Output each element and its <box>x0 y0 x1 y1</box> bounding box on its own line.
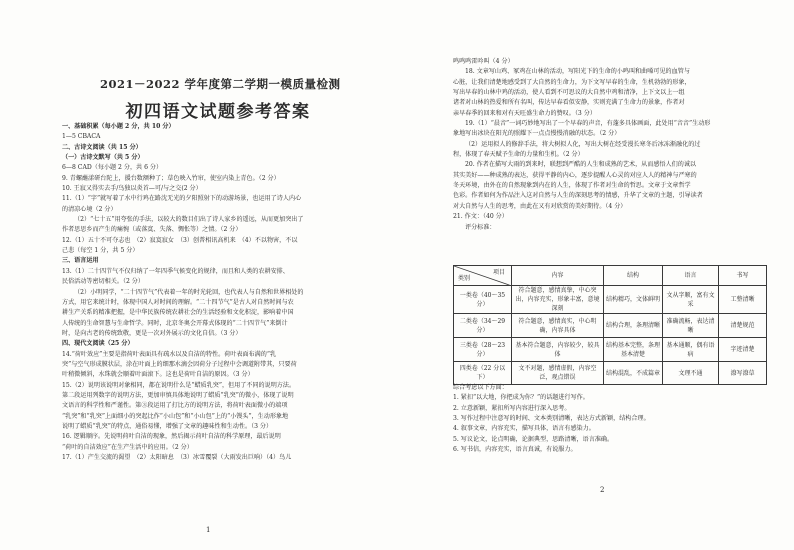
rubric-content: 文不对题，感情虚假，内容空泛，观点错误 <box>512 362 604 385</box>
text-line: 亲早春季的回来和对有天旺盛生命力的赞叹。（3 分） <box>453 109 596 117</box>
text-line: 3. 写作过程中注意写的时间、文本类别清晰，表达方式新颖，结构合理。 <box>453 415 650 423</box>
text-line: 19.（1）“晨音”一词巧妙地写出了一个早春的声音，有蓬多具体画面，此处用“音音”生动形 <box>465 120 711 128</box>
rubric-writing: 工整清晰 <box>719 286 767 314</box>
text-line: 写出早春的山林中鸡的活动，使人看到不可思议的大自然中鸡和清净，上下文以上一组 <box>453 89 685 97</box>
text-line: 21. 作文：（40 分） <box>453 213 508 221</box>
page2-scoring-notes <box>453 383 768 455</box>
text-line: 文语言的科学性和严谨性。第③段运用了打比方的说明方法，将荷叶表面微小的端项 <box>62 402 288 410</box>
text-line: 说明了蜡质“乳突”的特点，通俗易懂，增强了文章的趣味性和生动性。（3 分） <box>62 422 273 430</box>
exam-title: 2021－2022 学年度第二学期一模质量检测 <box>100 77 341 91</box>
rubric-category: 三类卷（28～23 分） <box>454 338 512 362</box>
text-line: 民俗活动等密切相关。（2 分） <box>62 278 144 286</box>
text-line: 10. 王寂又得实去手/鸟独以炎首—可/与之交(2 分） <box>62 185 202 193</box>
rubric-row <box>454 338 767 362</box>
text-line: 对大自然与人生的思考，由此在又有对欣赏的美好期待。（4 分） <box>453 202 627 210</box>
text-line: 叶稍微倾斜，水珠就会顺着叶面滚下。这也是荷叶自洁的原因。（3 分） <box>62 371 254 379</box>
text-line: 己悲（每空 1 分，共 5 分） <box>62 247 139 255</box>
rubric-row <box>454 362 767 385</box>
page-number: 1 <box>206 526 211 534</box>
text-line: 色彩。作者如何为作品注入这对自然与人生的深刻思考的情感，升华了文章的主题，引导读者 <box>453 192 703 200</box>
page2-answer-text <box>453 57 768 233</box>
rubric-language: 文理不通 <box>663 362 719 385</box>
text-line: 程，体现了春天赋予生命的力量和生机。（2 分） <box>453 151 584 159</box>
page-number: 2 <box>600 486 605 494</box>
text-line: 其实美好——种成熟的表达，获得平静的内心，逐步提醒人心灵的对应人人的精神与严寒的 <box>453 171 697 179</box>
text-line: 6—8 CAD（每小题 2 分，共 6 分） <box>62 164 163 172</box>
text-line: 一、基础积累（每小题 2 分，共 10 分） <box>62 123 175 130</box>
text-line: 5. 写议论文，论点明确，论据典型，思路清晰，语言准确。 <box>453 435 614 443</box>
text-line: 12.（1）五十不可夺志也 （2）寂寞寂女 （3）创普相讯高机来 （4）不以物害，不以 <box>62 236 298 244</box>
rubric-header-category: 类别 <box>458 275 471 282</box>
text-line: 20. 作者在描写大雨的到来时，联想到严酷的人生和成熟的艺术，从而感悟人们的诚以 <box>465 161 697 169</box>
text-line: 11.（1）“字”就写着了水中行鸡在路沈无光的夕阳照射下的动游场景，也运用了诗人内心 <box>62 195 302 203</box>
text-line: 2. 立意新颖，紧扣所写内容进行深入思考。 <box>453 404 571 412</box>
text-line: 诸者对山林的热爱和所有名叫，传达早春看似安静，实则充满了生命力的景象，作者对 <box>453 99 685 107</box>
rubric-writing: 字迹清楚 <box>719 338 767 362</box>
rubric-structure: 结构精巧，文体鲜明 <box>604 286 663 314</box>
text-line: 4. 叙事文章，内容充实，描写具体，语言有感染力。 <box>453 425 595 433</box>
text-line: “荷叶的自洁效应”在生产生活中的应用。（2 分） <box>62 443 193 451</box>
text-line: 作者思思乡而产生的痛惋（或落寞、失落、惆怅等）之情。（2 分） <box>62 226 242 234</box>
text-line: 人传统的生命智慧与生命哲学。同时，北京冬奥会开幕式体现的“二十四节气”来倒计 <box>62 319 288 327</box>
text-line: 15.（2）说明该说明对象相同，都在说明什么是“蜡质乳突”，但用了不同的说明方法。 <box>62 381 296 389</box>
text-line: 9. 青螺蘸漾研台陀上，援台数额种了；草色映入竹帘，使室内染上青色。（2 分） <box>62 174 280 182</box>
text-line: 第二段运用列数字的说明方法，更加审慎具体地说明了蜡质“乳突”的微小，体现了说明 <box>62 391 294 399</box>
text-line: （一）古诗文默写（共 5 分） <box>62 154 144 162</box>
text-line: 的清凉心境（2 分） <box>62 205 117 213</box>
text-line: 耕生产关系的精准把握，是中华民族传统农耕社会的生活经验和文化积淀，影响着中国 <box>62 309 294 317</box>
text-line: 18. 文章写山鸡、冢鸡在山林的活动，写阳光下的生命的小鸣叫和曲嗓可见的血管与 <box>465 68 690 76</box>
text-line: 评分标准： <box>465 223 496 231</box>
rubric-corner-header <box>454 266 512 286</box>
rubric-structure: 结构基本完整，条理基本清楚 <box>604 338 663 362</box>
text-line: 14.“荷叶效应”主要是指荷叶表面具有疏水以及自洁的特性。荷叶表面布满的“乳 <box>62 350 277 358</box>
rubric-content: 符合题意，感情真挚，中心突出，内容充实，形象丰富，意境深刻 <box>512 286 604 314</box>
rubric-col-header: 书写 <box>719 266 767 286</box>
rubric-category: 二类卷（34～29 分） <box>454 314 512 338</box>
rubric-row <box>454 314 767 338</box>
text-line: 二、古诗文阅读（共 15 分） <box>62 143 142 151</box>
text-line: （2）小明同学，“二十四节气”代表着一年的时光轮回，也代表人与自然和世界相处的 <box>74 288 304 296</box>
text-line: 时，是向古老的传统致敬，更是一次对外展示的文化自信。（3 分） <box>62 329 242 337</box>
right-page <box>400 0 794 550</box>
rubric-category: 四类卷（22 分以下） <box>454 362 512 385</box>
text-line: 方式，用它来统计时，体现中国人对时间的理解。“二十四节气”是古人对自然时间与农 <box>62 298 294 306</box>
rubric-writing: 潦写潦草 <box>719 362 767 385</box>
text-line: （2）运用拟人的修辞手法，将大树拟人化，写出大树在经受漫长寒冬后冰冻渐融化的过 <box>465 140 701 148</box>
text-line: 13.（1）二十四节气不仅归纳了一年四季气候变化的规律，而且和人类的农耕安排、 <box>62 267 289 275</box>
text-line: （2）“七十五”用夸张的手法，以较大的数目们出了诗人家乡的遥远，从而更加突出了 <box>74 216 304 224</box>
text-line: 17.（1）产生交流的渴望 （2）太阳暗息 （3）冰雪覆裂（大雨发出巨响）（4）鸟儿 <box>62 454 292 461</box>
rubric-language: 文从字顺，富有文采 <box>663 286 719 314</box>
text-line: 6. 写书信，内容充实，语言真诚，有说服力。 <box>453 446 577 454</box>
text-line: 四、现代文阅读（25 分） <box>62 340 134 348</box>
text-line: 1. 紧扣“以大地，你把成为你？”的话题进行写作。 <box>453 394 589 402</box>
rubric-writing: 清楚规范 <box>719 314 767 338</box>
text-line: 心脏，让我们清楚地感受到了大自然的生命力，为下文写早春的生命，生机勃勃的形象， <box>453 78 691 86</box>
rubric-content: 符合题意，感情真实，中心明确，内容具体 <box>512 314 604 338</box>
rubric-language: 准确流畅，表达清晰 <box>663 314 719 338</box>
rubric-structure: 结构合理，条理清晰 <box>604 314 663 338</box>
text-line: 象地写出冰块在阳光的照耀下一点点慢慢消融的状态。（2 分） <box>453 130 621 138</box>
text-line: “乳突”和“乳突”上面细小的突起比作“小山包”和“小山包”上的“小馒头”，生动形象地 <box>62 412 289 420</box>
rubric-col-header: 语言 <box>663 266 719 286</box>
rubric-category: 一类卷（40～35 分） <box>454 286 512 314</box>
rubric-header-item: 项目 <box>492 269 505 276</box>
text-line: 16. 逻辑顺序。先说明荷叶自洁的现象，然后揭示荷叶自洁的科学原理，最后说明 <box>62 433 281 441</box>
text-line: 三、语言运用 <box>62 257 99 265</box>
text-line: 突”与空气形成膜状层，涂在叶面上的细那水滴会因荷分子过程中会调道附带其，只要荷 <box>62 360 297 368</box>
rubric-content: 基本符合题意，内容较少，较具体 <box>512 338 604 362</box>
answer-title: 初四语文试题参考答案 <box>125 102 311 122</box>
text-line: 冬天环境，由外在的自然现象到内在的人生，体现了作者对生命的哲思。文章于文章哲学 <box>453 182 691 190</box>
text-line: 1—5 CBACA <box>62 133 101 141</box>
text-line: 综合考虑以下方面： <box>453 384 508 391</box>
scoring-rubric-table <box>453 265 767 385</box>
rubric-language: 基本通顺，偶有语病 <box>663 338 719 362</box>
rubric-structure: 结构混乱，不成篇章 <box>604 362 663 385</box>
text-line: 鸣鸣鸣雷吟叫（4 分） <box>453 58 514 65</box>
rubric-row <box>454 286 767 314</box>
rubric-col-header: 内容 <box>512 266 604 286</box>
rubric-col-header: 结构 <box>604 266 663 286</box>
page1-answer-text <box>62 122 384 463</box>
